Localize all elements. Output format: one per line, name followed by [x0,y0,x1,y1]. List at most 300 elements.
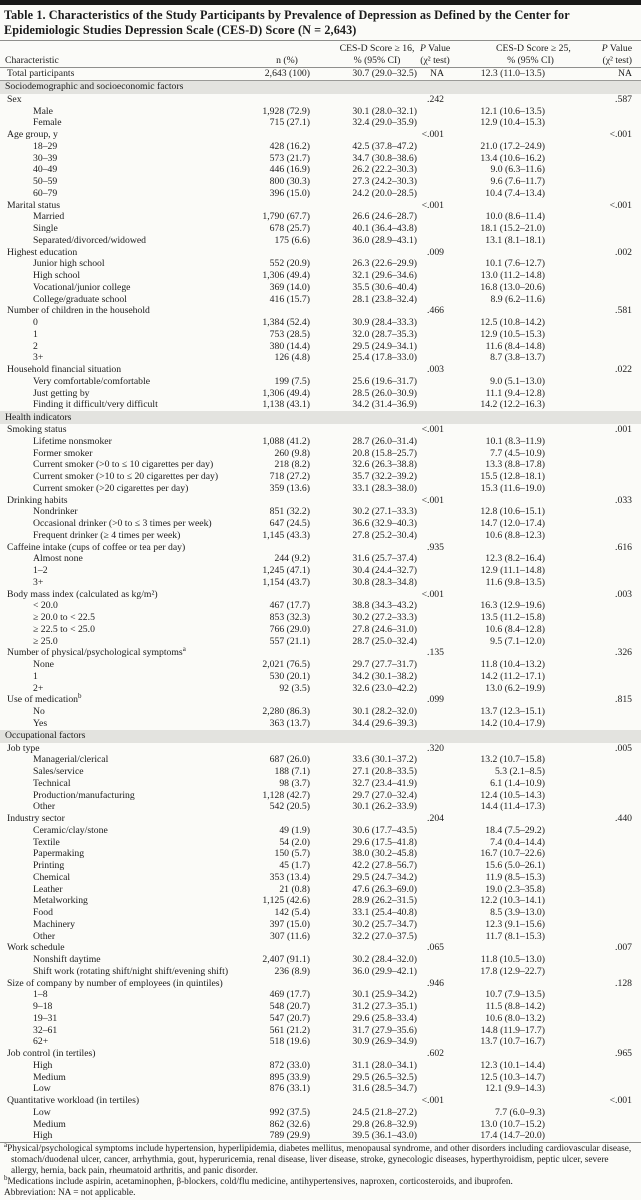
row-label: Sales/service [33,766,84,777]
cell-n: 542 (20.5) [269,801,310,813]
table-row [0,907,641,919]
cell-n: 1,125 (42.6) [262,895,310,907]
table-row [0,600,641,612]
row-label: Body mass index (calculated as kg/m²) [7,588,158,600]
col-header-cesd16: CES-D Score ≥ 16, % (95% CI) [314,41,420,67]
cell-c16 [314,1048,420,1060]
cell-p16 [420,600,450,612]
cell-c16: 38.0 (30.2–45.8) [352,848,417,860]
table-row [0,978,641,990]
cell-p16 [420,565,450,577]
cell-c25: 12.3 (9.1–15.6) [485,918,545,930]
table-row [0,164,641,176]
row-label: 18–29 [33,140,58,152]
table-row [0,317,641,329]
cell-n: 307 (11.6) [270,930,310,942]
row-label: Household financial situation [7,364,122,375]
row-label: Caffeine intake (cups of coffee or tea per day) [7,541,186,553]
cell-p16 [420,1013,450,1025]
cell-p16 [420,954,450,966]
cell-c16: 27.1 (20.8–33.5) [352,766,417,777]
cell-c16: 34.4 (29.6–39.3) [352,717,417,729]
cell-p25 [565,837,641,849]
section-header-label: Occupational factors [0,730,641,743]
cell-p16 [420,270,450,282]
cell-p16 [420,790,450,802]
cell-c25: 11.8 (10.5–13.0) [480,954,545,965]
row-label: 30–39 [33,152,58,164]
cell-n: 92 (3.5) [279,682,310,694]
cell-p25 [565,860,641,872]
table-row [0,565,641,577]
cell-c25: 7.7 (4.5–10.9) [490,447,545,459]
cell-c16: 29.6 (17.5–41.8) [352,836,417,848]
row-label: Metalworking [33,895,88,907]
table-row [0,153,641,165]
cell-p25: .022 [615,364,632,375]
cell-c16: 28.5 (26.0–30.9) [352,387,417,399]
cell-c16 [314,424,420,436]
cell-p25 [565,683,641,695]
cell-p16: .946 [427,977,444,989]
cell-c25: 15.6 (5.0–26.1) [485,860,545,871]
table-row [0,106,641,118]
cell-c25: 17.4 (14.7–20.0) [480,1130,545,1142]
cell-c16: 36.6 (32.9–40.3) [352,518,417,529]
cell-p25 [565,659,641,671]
cell-n: 359 (13.6) [269,482,310,494]
table-row [0,364,641,376]
row-label: Occasional drinker (>0 to ≤ 3 times per week) [33,518,212,529]
cell-p16 [420,1060,450,1072]
cell-c16: 30.1 (25.9–34.2) [352,989,417,1001]
cell-n: 548 (20.7) [269,1001,310,1012]
cell-p25 [565,825,641,837]
cell-c25 [450,495,565,507]
table-row [0,872,641,884]
cell-p16 [420,895,450,907]
cell-p16 [420,1083,450,1095]
row-label: 2+ [33,682,44,694]
cell-p16 [420,1025,450,1037]
cell-p25 [565,258,641,270]
table-row [0,790,641,802]
cell-p16 [420,683,450,695]
cell-p16 [420,1036,450,1048]
cell-n: 1,928 (72.9) [262,105,310,117]
cell-c25: 14.2 (11.2–17.1) [480,670,545,682]
cell-c25: 7.7 (6.0–9.3) [494,1106,545,1118]
cell-c16: 26.2 (22.2–30.3) [352,164,417,176]
cell-c16: 42.2 (27.8–56.7) [352,860,417,871]
cell-c16: 32.4 (29.0–35.9) [352,117,417,129]
cell-c25: 8.5 (3.9–13.0) [490,907,545,918]
cell-p16 [420,506,450,518]
cell-p16 [420,766,450,778]
cell-p25 [565,211,641,223]
table-row [0,141,641,153]
cell-p25: .581 [615,305,632,317]
cell-c16: 30.1 (28.2–32.0) [352,706,417,717]
cell-c16 [314,305,420,317]
cell-p25 [565,235,641,247]
cell-n [240,247,314,259]
cell-c25: 16.7 (10.7–22.6) [480,848,545,860]
row-label: 1–2 [33,565,48,576]
cell-p16: .242 [427,93,444,105]
cell-p25 [565,448,641,460]
cell-c25: 12.9 (11.1–14.8) [480,565,545,576]
row-label: Drinking habits [7,494,68,506]
row-label: Junior high school [33,258,105,270]
cell-p25 [565,141,641,153]
cell-p16 [420,436,450,448]
cell-c25: 13.0 (11.2–14.8) [480,270,545,281]
table-row [0,506,641,518]
table-row [0,553,641,565]
table-row [0,1025,641,1037]
cell-p25 [565,919,641,931]
cell-c16: 29.5 (26.5–32.5) [352,1071,417,1083]
row-label: Current smoker (>20 cigarettes per day) [33,482,189,494]
cell-c16: 30.8 (28.3–34.8) [352,576,417,588]
cell-c16: 27.8 (24.6–31.0) [352,623,417,635]
cell-p25 [565,1119,641,1131]
cell-n: 872 (33.0) [269,1059,310,1071]
col-header-characteristic: Characteristic [0,41,240,67]
cell-c16: 30.7 (29.0–32.5) [314,68,420,81]
cell-p25: .001 [615,424,632,435]
table-row [0,636,641,648]
cell-c25: 16.8 (13.0–20.6) [480,281,545,293]
cell-p16 [420,1119,450,1131]
cell-p25 [565,270,641,282]
table-footnotes [0,1142,641,1200]
cell-c16: 28.7 (26.0–31.4) [352,435,417,447]
row-label: Yes [33,717,48,729]
row-label: ≥ 20.0 to < 22.5 [33,612,95,623]
section-header-row [0,80,641,94]
cell-n: 142 (5.4) [274,907,310,918]
cell-n: 244 (9.2) [274,553,310,565]
row-label: Smoking status [7,424,67,435]
table-row [0,801,641,813]
cell-n: 1,306 (49.4) [262,270,310,281]
row-label: High [33,1059,53,1071]
cell-p16 [420,483,450,495]
cell-n: 862 (32.6) [269,1118,310,1130]
table-row [0,376,641,388]
cell-c25: 11.1 (9.4–12.8) [485,387,545,399]
row-label: Textile [33,836,60,848]
table-row [0,530,641,542]
cell-p16: .135 [427,647,444,659]
row-label: Shift work (rotating shift/night shift/evening shift) [33,965,229,977]
cell-c16: 27.3 (24.2–30.3) [352,176,417,187]
table-row [0,1072,641,1084]
cell-p25 [565,895,641,907]
cell-n: 396 (15.0) [269,187,310,199]
cell-p25 [565,530,641,542]
cell-c16 [314,1095,420,1107]
cell-c16: 26.6 (24.6–28.7) [352,211,417,223]
cell-c25: 10.1 (7.6–12.7) [485,258,545,270]
cell-p16 [420,341,450,353]
table-row [0,1130,641,1142]
cell-c25 [450,1048,565,1060]
table-row [0,671,641,683]
cell-c25: 13.0 (6.2–19.9) [485,682,545,694]
cell-n: 2,021 (76.5) [262,659,310,670]
cell-c16: 32.2 (27.0–37.5) [352,930,417,942]
row-label: Current smoker (>10 to ≤ 20 cigarettes per day) [33,471,219,482]
cell-p25: <.001 [609,1095,632,1106]
cell-p25 [565,848,641,860]
cell-c25 [450,129,565,141]
cell-p25 [565,706,641,718]
table-row [0,436,641,448]
cell-c25: 12.1 (10.6–13.5) [480,105,545,117]
row-label: Medium [33,1118,66,1130]
cell-n: 1,128 (42.7) [262,789,310,801]
cell-n [240,364,314,376]
cell-c16: 25.4 (17.8–33.0) [352,352,417,364]
cell-n: 2,407 (91.1) [262,954,310,965]
section-header-row [0,411,641,424]
cell-p25 [565,117,641,129]
cell-p16 [420,671,450,683]
cell-n: 54 (2.0) [279,836,310,848]
cell-p16 [420,188,450,200]
cell-c25: 17.8 (12.9–22.7) [480,965,545,977]
cell-c25: 12.4 (10.5–14.3) [480,789,545,801]
cell-c16: 30.2 (27.1–33.3) [352,506,417,518]
cell-p25 [565,153,641,165]
row-label: Very comfortable/comfortable [33,375,151,387]
table-row [0,589,641,601]
cell-p25 [565,612,641,624]
cell-c16: 28.9 (26.2–31.5) [352,895,417,907]
cell-p16: <.001 [421,494,444,506]
cell-c16: 29.5 (24.9–34.1) [352,340,417,352]
footnote: Abbreviation: NA = not applicable. [4,1187,136,1198]
row-label: 62+ [33,1036,49,1048]
cell-n: 49 (1.9) [279,824,310,836]
table-row [0,966,641,978]
row-label: 3+ [33,352,44,364]
cell-c16 [314,978,420,990]
row-label: College/graduate school [33,293,127,305]
cell-p16 [420,966,450,978]
table-row [0,129,641,141]
cell-c16: 28.7 (25.0–32.4) [352,635,417,647]
table-row [0,471,641,483]
cell-p16 [420,376,450,388]
cell-p25: <.001 [609,199,632,211]
cell-p16 [420,388,450,400]
table-row [0,542,641,554]
cell-c16: 33.1 (25.4–40.8) [352,907,417,918]
cell-p25: .003 [615,588,632,600]
cell-c16: 28.1 (23.8–32.4) [352,293,417,305]
row-label: Medium [33,1071,66,1083]
cell-p25 [565,471,641,483]
table-row [0,1013,641,1025]
cell-c25: 8.7 (3.8–13.7) [490,352,545,364]
cell-p16 [420,235,450,247]
cell-c25 [450,364,565,376]
cell-p25 [565,282,641,294]
cell-p16 [420,282,450,294]
cell-n: 2,643 (100) [240,68,314,81]
cell-n [240,647,314,659]
cell-p25: .033 [615,494,632,506]
cell-p25 [565,766,641,778]
cell-n: 469 (17.7) [269,989,310,1001]
cell-n: 678 (25.7) [269,223,310,234]
cell-c25 [450,743,565,755]
cell-c16 [314,542,420,554]
cell-c25 [450,200,565,212]
cell-n: 1,138 (43.1) [262,399,310,411]
cell-n: 1,154 (43.7) [262,576,310,588]
cell-c25: 15.5 (12.8–18.1) [480,471,545,482]
cell-p25 [565,506,641,518]
cell-c16: 33.1 (28.3–38.0) [352,482,417,494]
row-label: Other [33,930,56,942]
cell-p16 [420,989,450,1001]
cell-c16: 30.2 (25.7–34.7) [352,918,417,930]
cell-n [240,129,314,141]
cell-n: 552 (20.9) [269,258,310,270]
cell-c16: 30.9 (26.9–34.9) [352,1036,417,1048]
cell-p25 [565,966,641,978]
cell-c25: 10.4 (7.4–13.4) [485,187,545,199]
cell-n: 547 (20.7) [269,1012,310,1024]
col-header-cesd25: CES-D Score ≥ 25, % (95% CI) [450,41,565,67]
cell-p16 [420,872,450,884]
cell-p16 [420,223,450,235]
cell-n: 895 (33.9) [269,1071,310,1083]
row-label: Ceramic/clay/stone [33,824,108,836]
cell-n: 353 (13.4) [269,871,310,883]
cell-n: 561 (21.2) [269,1024,310,1036]
cell-c25 [450,942,565,954]
row-label: Size of company by number of employees (in quintiles) [7,977,223,989]
cell-p16 [420,294,450,306]
cell-c16: 26.3 (22.6–29.9) [352,258,417,270]
row-label: Total participants [0,68,240,81]
cell-n: 1,245 (47.1) [262,565,310,576]
cell-c25: 11.9 (8.5–15.3) [485,871,545,883]
cell-c25: 12.2 (10.3–14.1) [480,895,545,907]
cell-c16 [314,589,420,601]
cell-n: 1,145 (43.3) [262,529,310,541]
cell-p16 [420,860,450,872]
cell-p16 [420,825,450,837]
cell-n: 2,280 (86.3) [262,706,310,717]
cell-p16: <.001 [421,424,444,435]
cell-p16: .065 [427,942,444,954]
cell-c25: 12.9 (10.5–15.3) [480,328,545,340]
cell-p16 [420,919,450,931]
cell-p16: <.001 [421,129,444,140]
cell-p25 [565,1025,641,1037]
cell-p25: .007 [615,942,632,954]
cell-p25 [565,1072,641,1084]
row-label: Food [33,907,53,918]
cell-p25: .128 [615,977,632,989]
cell-p25 [565,636,641,648]
row-label: Finding it difficult/very difficult [33,399,158,411]
table-row [0,612,641,624]
cell-c25: 11.6 (9.8–13.5) [485,576,545,588]
cell-n: 753 (28.5) [269,328,310,340]
table-row [0,200,641,212]
cell-c16: 27.8 (25.2–30.4) [352,529,417,541]
row-label: Job control (in tertiles) [7,1048,96,1059]
row-label: Quantitative workload (in tertiles) [7,1095,140,1106]
table-row [0,694,641,706]
cell-p25 [565,671,641,683]
cell-n: 800 (30.3) [269,176,310,187]
row-label: Technical [33,777,71,789]
cell-p25: NA [565,68,641,81]
row-label: Lifetime nonsmoker [33,435,112,447]
cell-p16: NA [420,68,450,81]
row-label: 0 [33,317,38,328]
cell-c25: 11.5 (8.8–14.2) [485,1001,545,1012]
cell-p16 [420,459,450,471]
cell-n [240,813,314,825]
cell-c25: 12.8 (10.6–15.1) [480,506,545,518]
cell-c16: 40.1 (36.4–43.8) [352,223,417,234]
cell-c16: 47.6 (26.3–69.0) [352,883,417,895]
table-header [0,41,641,67]
cell-p25 [565,399,641,411]
cell-p25 [565,553,641,565]
cell-p16 [420,258,450,270]
row-label: Frequent drinker (≥ 4 times per week) [33,529,181,541]
cell-c25: 19.0 (2.3–35.8) [485,883,545,895]
cell-n: 851 (32.2) [269,506,310,518]
cell-n [240,942,314,954]
cell-n: 98 (3.7) [279,777,310,789]
cell-c16: 31.2 (27.3–35.1) [352,1001,417,1012]
cell-c16: 39.5 (36.1–43.0) [352,1130,417,1142]
cell-n: 363 (13.7) [269,717,310,729]
cell-c25: 14.2 (12.2–16.3) [480,399,545,411]
footnote: $^a$Physical/psychological symptoms include hypertension, hyperlipidemia, diabetes mellitus, menopausal syndrome, and other disorders including cardiovascular disease, stomach/duodenal ulcer, cancer, arrhythmia, gout, hyperuricemia, renal disease, liver disease, stroke, gynecologic diseases, hyperthyroidism, peptic ulcer, severe allergy, hernia, back pain, rheumatoid arthritis, and panic disorder. [4,1140,632,1176]
cell-p25 [565,106,641,118]
row-label: Chemical [33,871,71,883]
row-label: ≥ 22.5 to < 25.0 [33,623,95,635]
row-label: Almost none [33,553,83,565]
cell-n: 380 (14.4) [269,340,310,352]
col-header-pvalue-1: P Value (χ² test) [420,43,451,66]
cell-p16: .204 [427,813,444,824]
cell-p16 [420,317,450,329]
cell-p25 [565,1130,641,1142]
row-label: 40–49 [33,164,58,176]
row-label: 1 [33,328,38,340]
cell-c16: 29.8 (26.8–32.9) [352,1118,417,1130]
cell-c25: 12.9 (10.4–15.3) [480,117,545,129]
cell-p25 [565,1001,641,1013]
cell-p25 [565,907,641,919]
cell-p25 [565,518,641,530]
cell-c25 [450,94,565,106]
